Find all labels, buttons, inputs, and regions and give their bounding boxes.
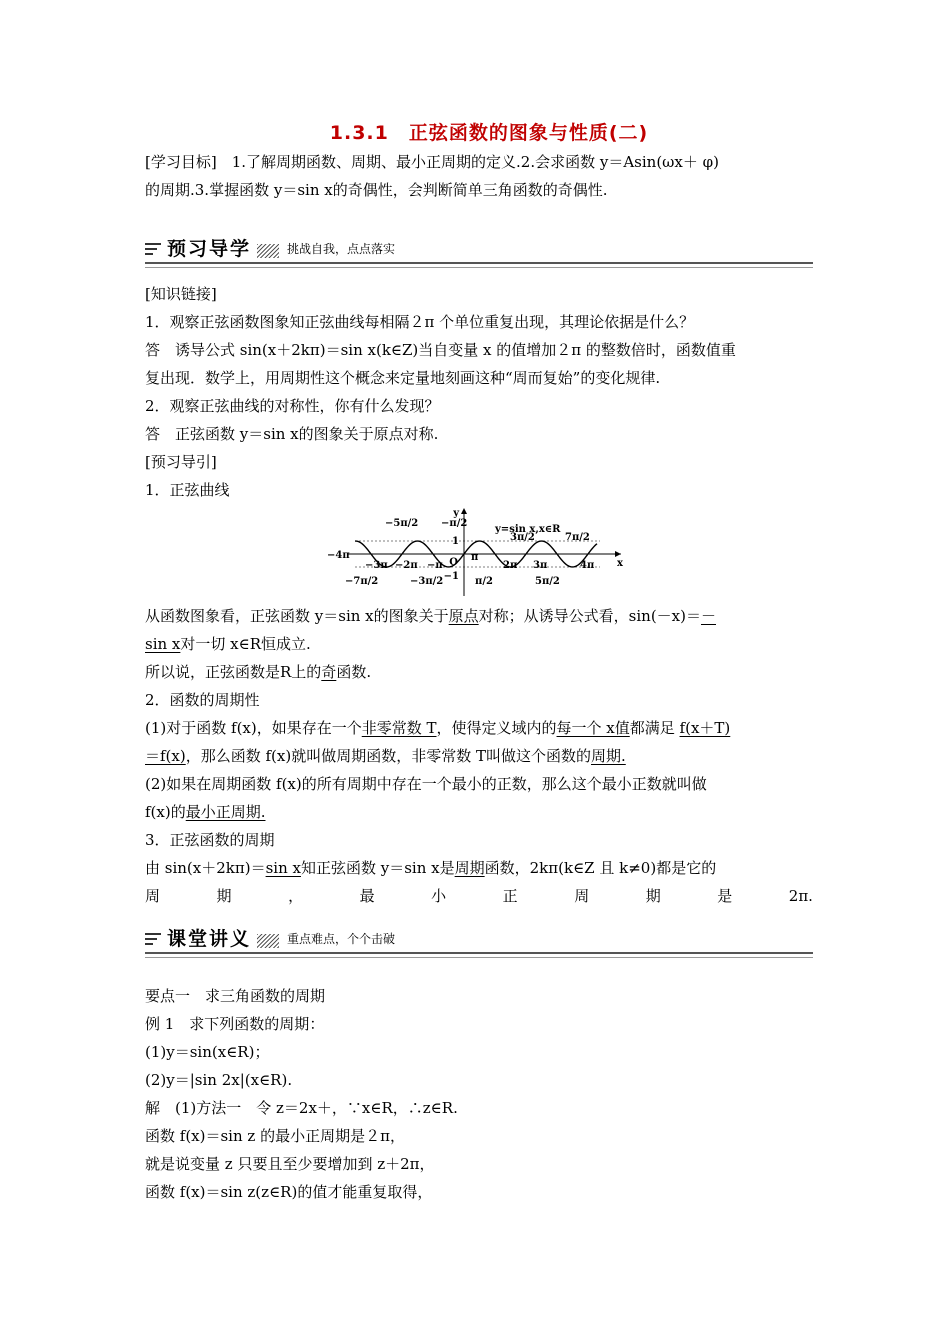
section-heading: 课堂讲义 <box>167 928 252 950</box>
paragraph-symmetry: 从函数图象看，正弦函数 y＝sin x的图象关于原点对称；从诱导公式看，sin(－x)＝－ <box>145 607 716 625</box>
svg-text:y: y <box>453 508 459 519</box>
key-point-1: 要点一 求三角函数的周期 <box>145 987 326 1005</box>
solution-line-1: 解 (1)方法一 令 z＝2x＋，∵x∈R，∴z∈R. <box>145 1099 458 1117</box>
svg-text:−4π: −4π <box>327 550 350 561</box>
solution-line-3: 就是说变量 z 只要且至少要增加到 z＋2π， <box>145 1155 435 1173</box>
svg-text:7π/2: 7π/2 <box>565 532 590 543</box>
solution-line-4: 函数 f(x)＝sin z(z∈R)的值才能重复取得， <box>145 1183 433 1201</box>
definition-min-period-1: (2)如果在周期函数 f(x)的所有周期中存在一个最小的正数，那么这个最小正数就叫做 <box>145 775 707 793</box>
hatch-decoration-icon <box>257 244 279 258</box>
svg-text:4π: 4π <box>580 560 595 571</box>
subheading-sine-period: 3．正弦函数的周期 <box>145 831 275 849</box>
svg-text:−3π: −3π <box>365 560 388 571</box>
svg-text:O: O <box>449 557 458 568</box>
hatch-decoration-icon <box>257 934 279 948</box>
section-heading: 预习导学 <box>167 238 252 260</box>
subheading-periodicity: 2．函数的周期性 <box>145 691 260 709</box>
answer-1-line-1: 答 诱导公式 sin(x＋2kπ)＝sin x(k∈Z)当自变量 x 的值增加２π 的整数倍时，函数值重 <box>145 341 736 359</box>
paragraph-odd-function: 所以说，正弦函数是R上的奇函数. <box>145 663 372 681</box>
svg-text:2π: 2π <box>503 560 518 571</box>
page-title: 1.3.1 正弦函数的图象与性质(二) <box>329 122 649 144</box>
svg-text:1: 1 <box>452 536 459 547</box>
section-subheading: 挑战自我，点点落实 <box>287 242 396 256</box>
sine-curve-svg <box>325 504 625 600</box>
preview-guide-label: [预习导引] <box>145 453 217 471</box>
section-header-preview <box>145 212 813 270</box>
question-2: 2．观察正弦曲线的对称性，你有什么发现？ <box>145 397 440 415</box>
section-subheading: 重点难点，个个击破 <box>287 932 396 946</box>
svg-text:−7π/2: −7π/2 <box>345 576 379 587</box>
svg-text:x: x <box>617 558 623 569</box>
svg-text:3π: 3π <box>533 560 548 571</box>
question-1: 1．观察正弦函数图象知正弦曲线每相隔２π 个单位重复出现，其理论依据是什么？ <box>145 313 695 331</box>
knowledge-link-label: [知识链接] <box>145 285 217 303</box>
example-1-part-1: (1)y＝sin(x∈R)； <box>145 1043 270 1061</box>
svg-text:π/2: π/2 <box>475 576 493 587</box>
svg-text:−3π/2: −3π/2 <box>410 576 444 587</box>
svg-text:y=sin x,x∈R: y=sin x,x∈R <box>495 524 561 535</box>
answer-1-line-2: 复出现．数学上，用周期性这个概念来定量地刻画这种“周而复始”的变化规律. <box>145 369 661 387</box>
paragraph-symmetry-cont: sin x对一切 x∈R恒成立. <box>145 635 311 653</box>
sine-period-line-1: 由 sin(x＋2kπ)＝sin x知正弦函数 y＝sin x是周期函数，2kπ(k∈Z 且 k≠0)都是它的 <box>145 859 717 877</box>
svg-text:−1: −1 <box>443 571 459 582</box>
answer-2: 答 正弦函数 y＝sin x的图象关于原点对称. <box>145 425 439 443</box>
list-lines-icon <box>145 932 161 948</box>
subheading-sine-curve: 1．正弦曲线 <box>145 481 230 499</box>
list-lines-icon <box>145 242 161 258</box>
learning-objectives-line-2: 的周期.3.掌握函数 y＝sin x的奇偶性，会判断简单三角函数的奇偶性. <box>145 181 608 199</box>
svg-text:−π/2: −π/2 <box>441 518 468 529</box>
sine-curve-figure <box>145 504 813 602</box>
svg-text:3π/2: 3π/2 <box>510 532 535 543</box>
document-page <box>145 118 813 1206</box>
example-1-part-2: (2)y＝|sin 2x|(x∈R). <box>145 1071 293 1089</box>
svg-text:π: π <box>471 552 479 563</box>
solution-line-2: 函数 f(x)＝sin z 的最小正周期是２π， <box>145 1127 405 1145</box>
example-1: 例 1 求下列函数的周期： <box>145 1015 325 1033</box>
svg-text:5π/2: 5π/2 <box>535 576 560 587</box>
section-header-lecture <box>145 910 813 960</box>
sine-period-line-2: 周 期 ， 最 小 正 周 期 是 2π. <box>145 887 813 905</box>
definition-periodic-2: ＝f(x)，那么函数 f(x)就叫做周期函数，非零常数 T叫做这个函数的周期. <box>145 747 626 765</box>
definition-min-period-2: f(x)的最小正周期. <box>145 803 266 821</box>
svg-text:−π: −π <box>427 560 443 571</box>
svg-text:−5π/2: −5π/2 <box>385 518 419 529</box>
definition-periodic-1: (1)对于函数 f(x)，如果存在一个非零常数 T，使得定义域内的每一个 x值都满足 f(x＋T) <box>145 719 731 737</box>
svg-text:−2π: −2π <box>395 560 418 571</box>
learning-objectives-line-1: [学习目标] 1.了解周期函数、周期、最小正周期的定义.2.会求函数 y＝Asin(ωx＋ φ) <box>145 153 719 171</box>
